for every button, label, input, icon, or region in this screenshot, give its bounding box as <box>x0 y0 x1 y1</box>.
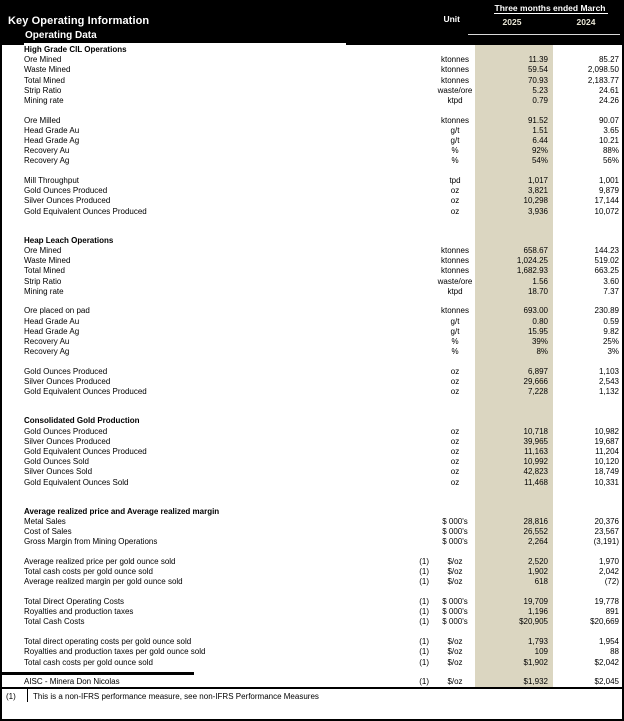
cell-value-2025: 11.39 <box>528 55 548 65</box>
cell-value-2025: 5.23 <box>532 85 548 95</box>
cell-value-2025: $1,902 <box>523 657 548 667</box>
cell-value-2024: 519.02 <box>594 256 619 266</box>
table-row <box>2 186 622 196</box>
cell-value-2025: 28,816 <box>523 516 548 526</box>
page-title: Key Operating Information <box>8 15 150 27</box>
cell-value-2024: 85.27 <box>598 55 619 65</box>
cell-value-2024: 891 <box>605 607 619 617</box>
cell-unit: % <box>451 146 459 156</box>
cell-label: High Grade CIL Operations <box>24 45 127 54</box>
cell-value-2024: 144.23 <box>594 246 619 255</box>
table-row <box>2 457 622 467</box>
table-row <box>2 447 622 457</box>
cell-unit: ktonnes <box>440 266 470 276</box>
table-row <box>2 658 622 668</box>
cell-value-2025: $20,905 <box>519 617 548 627</box>
cell-value-2025: 10,718 <box>523 426 548 436</box>
cell-label: Recovery Ag <box>24 347 70 357</box>
cell-value-2024: 1,954 <box>598 637 619 647</box>
cell-unit: $ 000's <box>442 516 468 526</box>
cell-unit: g/t <box>450 136 460 145</box>
operating-data-table <box>2 45 622 687</box>
cell-label: Head Grade Ag <box>24 136 80 145</box>
table-row <box>2 557 622 567</box>
footnote-marker: (1) <box>6 692 16 702</box>
cell-value-2024: 90.07 <box>598 115 619 125</box>
cell-label: Gold Ounces Produced <box>24 426 108 436</box>
cell-label: Head Grade Ag <box>24 326 80 336</box>
cell-label: Gold Ounces Sold <box>24 457 89 467</box>
cell-value-2024: 88% <box>602 146 619 156</box>
cell-label: Average realized price per gold ounce sold <box>24 557 176 566</box>
table-row <box>2 86 622 96</box>
cell-value-2025: $1,932 <box>523 677 548 687</box>
cell-label: Waste Mined <box>24 65 71 75</box>
cell-unit: $ 000's <box>442 607 468 617</box>
years-underline <box>468 34 620 35</box>
cell-value-2025: 19,709 <box>523 597 548 607</box>
table-row <box>2 176 622 186</box>
section-header-row <box>2 45 622 55</box>
cell-value-2024: 3% <box>607 347 619 357</box>
cell-value-2025: 1,017 <box>527 176 548 186</box>
section-header-row <box>2 416 622 426</box>
cell-label: Gold Equivalent Ounces Sold <box>24 477 129 487</box>
cell-value-2025: 10,992 <box>523 457 548 467</box>
table-row <box>2 266 622 276</box>
cell-value-2024: $2,042 <box>594 657 619 667</box>
cell-unit: ktonnes <box>440 75 470 85</box>
cell-label: Silver Ounces Produced <box>24 377 111 387</box>
cell-value-2024: 56% <box>602 156 619 166</box>
cell-label: Average realized price and Average realized margin <box>24 506 220 516</box>
table-row <box>2 256 622 266</box>
cell-value-2025: 7,228 <box>527 387 548 397</box>
spacer-row <box>2 548 622 558</box>
cell-value-2025: 92% <box>531 146 548 156</box>
cell-value-2025: 8% <box>536 347 548 357</box>
cell-label: Total cash costs per gold ounce sold <box>24 567 153 577</box>
table-row <box>2 437 622 447</box>
cell-value-2024: 2,543 <box>598 377 619 387</box>
cell-label: AISC - Minera Don Nicolas <box>24 677 120 687</box>
cell-label: Ore Mined <box>24 246 62 255</box>
cell-unit: % <box>451 337 459 346</box>
cell-unit: $ 000's <box>442 617 468 627</box>
table-row <box>2 146 622 156</box>
table-rows-container <box>2 45 622 687</box>
cell-value-2024: 663.25 <box>594 266 619 276</box>
cell-label: Ore placed on pad <box>24 306 90 316</box>
cell-label: Waste Mined <box>24 256 71 266</box>
table-header <box>2 2 622 45</box>
cell-value-2024: 0.59 <box>603 316 619 326</box>
cell-label: Recovery Au <box>24 146 70 156</box>
table-row <box>2 55 622 65</box>
cell-label: Heap Leach Operations <box>24 235 114 245</box>
spacer-row <box>2 357 622 367</box>
table-row <box>2 647 622 657</box>
cell-unit: ktpd <box>447 286 463 296</box>
period-underline <box>494 13 608 14</box>
table-row <box>2 637 622 647</box>
year-2024-column-header: 2024 <box>576 17 596 27</box>
cell-value-2024: 10,072 <box>594 206 619 216</box>
table-row <box>2 306 622 316</box>
cell-label: Royalties and production taxes <box>24 607 134 617</box>
cell-value-2024: 3.65 <box>603 125 619 135</box>
cell-unit: ktonnes <box>440 256 470 266</box>
cell-label: Silver Ounces Sold <box>24 467 93 477</box>
cell-label: Royalties and production taxes per gold ounce sold <box>24 647 206 657</box>
cell-unit: ktonnes <box>440 55 470 65</box>
cell-unit: $ 000's <box>442 597 468 607</box>
cell-unit: oz <box>450 436 460 446</box>
table-row <box>2 156 622 166</box>
cell-value-2024: 2,183.77 <box>587 75 619 85</box>
cell-value-2024: 20,376 <box>594 516 619 526</box>
cell-label: Recovery Au <box>24 337 70 346</box>
cell-label: Silver Ounces Produced <box>24 196 111 206</box>
cell-value-2024: 9,879 <box>598 186 619 196</box>
cell-footnote-ref: (1) <box>419 677 429 687</box>
cell-value-2025: 39,965 <box>523 436 548 446</box>
cell-value-2025: 3,821 <box>527 186 548 196</box>
cell-label: Strip Ratio <box>24 85 62 95</box>
cell-value-2025: 6,897 <box>527 366 548 376</box>
cell-value-2024: 19,687 <box>594 436 619 446</box>
table-row <box>2 327 622 337</box>
cell-label: Total Mined <box>24 266 65 276</box>
cell-unit: oz <box>450 387 460 397</box>
table-row <box>2 65 622 75</box>
cell-value-2025: 10,298 <box>523 196 548 206</box>
cell-unit: ktonnes <box>440 306 470 316</box>
cell-label: Ore Milled <box>24 115 61 125</box>
table-row <box>2 387 622 397</box>
cell-unit: oz <box>450 426 460 436</box>
cell-value-2025: 658.67 <box>523 246 548 255</box>
table-row <box>2 617 622 627</box>
cell-label: Total Direct Operating Costs <box>24 597 125 607</box>
table-row <box>2 126 622 136</box>
table-row <box>2 136 622 146</box>
table-row <box>2 577 622 587</box>
table-row <box>2 607 622 617</box>
spacer-row <box>2 488 622 507</box>
footnote-text: This is a non-IFRS performance measure, see non-IFRS Performance Measures <box>33 692 319 702</box>
cell-value-2025: 693.00 <box>523 306 548 316</box>
cell-value-2024: 88 <box>610 647 619 657</box>
cell-label: Gold Ounces Produced <box>24 366 108 376</box>
cell-label: Gold Equivalent Ounces Produced <box>24 206 147 216</box>
cell-footnote-ref: (1) <box>419 637 429 647</box>
cell-value-2024: 2,042 <box>598 567 619 577</box>
cell-value-2024: 230.89 <box>594 306 619 316</box>
cell-unit: oz <box>450 186 460 196</box>
cell-value-2024: 25% <box>602 337 619 346</box>
cell-label: Mining rate <box>24 286 64 296</box>
cell-footnote-ref: (1) <box>419 597 429 607</box>
cell-footnote-ref: (1) <box>419 647 429 657</box>
unit-column-header: Unit <box>443 14 460 24</box>
cell-label: Ore Mined <box>24 55 62 65</box>
cell-value-2025: 618 <box>534 577 548 587</box>
table-row <box>2 517 622 527</box>
cell-value-2025: 1,902 <box>527 567 548 577</box>
cell-label: Total direct operating costs per gold ounce sold <box>24 637 192 647</box>
cell-label: Head Grade Au <box>24 316 80 326</box>
cell-value-2024: 3.60 <box>603 276 619 286</box>
spacer-row <box>2 588 622 598</box>
cell-value-2024: 24.61 <box>598 85 619 95</box>
period-column-header: Three months ended March <box>494 3 606 13</box>
table-row <box>2 337 622 347</box>
table-row <box>2 347 622 357</box>
cell-value-2025: 1,682.93 <box>516 266 548 276</box>
table-row <box>2 677 622 687</box>
cell-label: Gross Margin from Mining Operations <box>24 537 158 547</box>
cell-footnote-ref: (1) <box>419 577 429 587</box>
cell-value-2025: 1.56 <box>532 276 548 286</box>
spacer-row <box>2 106 622 116</box>
cell-value-2025: 109 <box>534 647 548 657</box>
cell-value-2025: 3,936 <box>527 206 548 216</box>
cell-value-2025: 15.95 <box>527 326 548 336</box>
table-row <box>2 207 622 217</box>
cell-unit: % <box>451 156 459 166</box>
cell-unit: % <box>451 347 459 357</box>
cell-unit: ktonnes <box>440 65 470 75</box>
cell-value-2025: 54% <box>531 156 548 166</box>
cell-unit: waste/ore <box>437 85 473 95</box>
cell-value-2025: 6.44 <box>532 136 548 145</box>
cell-unit: $ 000's <box>442 537 468 547</box>
cell-unit: g/t <box>450 125 460 135</box>
cell-label: Recovery Ag <box>24 156 70 166</box>
spacer-row <box>2 397 622 416</box>
cell-footnote-ref: (1) <box>419 607 429 617</box>
cell-footnote-ref: (1) <box>419 657 429 667</box>
cell-unit: $/oz <box>447 557 463 566</box>
cell-value-2024: (72) <box>604 577 619 587</box>
cell-value-2025: 18.70 <box>527 286 548 296</box>
cell-unit: $/oz <box>447 637 463 647</box>
table-row <box>2 537 622 547</box>
spacer-row <box>2 628 622 638</box>
cell-label: Gold Equivalent Ounces Produced <box>24 447 147 456</box>
cell-value-2024: 1,970 <box>598 557 619 566</box>
cell-value-2025: 0.79 <box>532 95 548 105</box>
cell-value-2024: 10.21 <box>598 136 619 145</box>
cell-label: Head Grade Au <box>24 125 80 135</box>
cell-value-2024: 23,567 <box>594 527 619 537</box>
cell-unit: $/oz <box>447 577 463 587</box>
table-row <box>2 377 622 387</box>
cell-footnote-ref: (1) <box>419 617 429 627</box>
section-header-row <box>2 236 622 246</box>
cell-unit: waste/ore <box>437 276 473 286</box>
cell-footnote-ref: (1) <box>419 557 429 566</box>
cell-label: Gold Ounces Produced <box>24 186 108 196</box>
operating-data-heading: Operating Data <box>25 30 97 41</box>
table-row <box>2 116 622 126</box>
cell-value-2024: (3,191) <box>593 537 619 547</box>
cell-unit: oz <box>450 457 460 467</box>
cell-value-2025: 1,196 <box>527 607 548 617</box>
spacer-row <box>2 297 622 307</box>
cell-value-2024: 10,982 <box>594 426 619 436</box>
cell-value-2024: 1,132 <box>598 387 619 397</box>
table-row <box>2 76 622 86</box>
table-row <box>2 196 622 206</box>
cell-value-2024: 9.82 <box>603 326 619 336</box>
cell-unit: ktonnes <box>440 246 470 255</box>
table-row <box>2 427 622 437</box>
table-row <box>2 467 622 477</box>
cell-value-2025: 26,552 <box>523 527 548 537</box>
cell-unit: oz <box>450 477 460 487</box>
section-header-row <box>2 507 622 517</box>
cell-value-2024: 10,120 <box>594 457 619 467</box>
cell-value-2025: 2,264 <box>527 537 548 547</box>
cell-unit: $/oz <box>447 657 463 667</box>
table-row <box>2 527 622 537</box>
cell-label: Cost of Sales <box>24 527 72 537</box>
spacer-row <box>2 217 622 236</box>
cell-value-2024: 1,103 <box>598 366 619 376</box>
table-row <box>2 96 622 106</box>
cell-label: Metal Sales <box>24 516 66 526</box>
table-row <box>2 277 622 287</box>
cell-value-2024: 19,778 <box>594 597 619 607</box>
cell-value-2025: 29,666 <box>523 377 548 387</box>
cell-value-2025: 42,823 <box>523 467 548 477</box>
cell-unit: oz <box>450 377 460 387</box>
cell-unit: oz <box>450 366 460 376</box>
cell-label: Silver Ounces Produced <box>24 436 111 446</box>
cell-value-2024: 24.26 <box>598 95 619 105</box>
cell-value-2024: $20,669 <box>590 617 619 627</box>
cell-value-2025: 59.54 <box>527 65 548 75</box>
table-row <box>2 246 622 256</box>
cell-value-2025: 2,520 <box>527 557 548 566</box>
cell-value-2025: 39% <box>531 337 548 346</box>
footnote-divider <box>27 689 28 702</box>
table-row <box>2 367 622 377</box>
table-row <box>2 597 622 607</box>
cell-value-2025: 70.93 <box>527 75 548 85</box>
cell-label: Total cash costs per gold ounce sold <box>24 657 153 667</box>
cell-value-2024: 11,204 <box>595 447 619 456</box>
cell-unit: oz <box>450 447 460 456</box>
cell-value-2024: 10,331 <box>594 477 619 487</box>
year-2025-column-header: 2025 <box>502 17 522 27</box>
cell-value-2025: 1,024.25 <box>516 256 548 266</box>
cell-value-2024: 2,098.50 <box>587 65 619 75</box>
cell-unit: tpd <box>449 176 461 186</box>
table-row <box>2 317 622 327</box>
cell-unit: $/oz <box>447 567 463 577</box>
cell-value-2025: 1.51 <box>532 125 548 135</box>
cell-unit: $ 000's <box>442 527 468 537</box>
cell-label: Total Cash Costs <box>24 617 85 627</box>
cell-unit: $/oz <box>447 647 463 657</box>
cell-unit: g/t <box>450 316 460 326</box>
table-row <box>2 287 622 297</box>
cell-footnote-ref: (1) <box>419 567 429 577</box>
cell-unit: $/oz <box>447 677 463 687</box>
footnote-row <box>2 687 622 719</box>
cell-unit: ktonnes <box>440 115 470 125</box>
cell-label: Consolidated Gold Production <box>24 416 140 426</box>
cell-value-2025: 91.52 <box>527 115 548 125</box>
cell-label: Mining rate <box>24 95 64 105</box>
cell-unit: oz <box>450 196 460 206</box>
spacer-row <box>2 167 622 177</box>
cell-label: Strip Ratio <box>24 276 62 286</box>
cell-value-2025: 11,163 <box>524 447 548 456</box>
cell-unit: oz <box>450 467 460 477</box>
cell-label: Gold Equivalent Ounces Produced <box>24 387 147 397</box>
cell-label: Total Mined <box>24 75 65 85</box>
cell-value-2024: $2,045 <box>594 677 619 687</box>
cell-value-2024: 7.37 <box>603 286 619 296</box>
cell-value-2025: 0.80 <box>532 316 548 326</box>
cell-unit: ktpd <box>447 95 463 105</box>
cell-value-2024: 17,144 <box>594 196 619 206</box>
table-row <box>2 567 622 577</box>
cell-unit: g/t <box>450 326 460 336</box>
cell-value-2024: 1,001 <box>598 176 619 186</box>
cell-unit: oz <box>450 206 460 216</box>
cell-value-2025: 1,793 <box>527 637 548 647</box>
cell-value-2025: 11,468 <box>524 477 548 487</box>
table-row <box>2 478 622 488</box>
cell-label: Average realized margin per gold ounce sold <box>24 577 183 587</box>
cell-value-2024: 18,749 <box>594 467 619 477</box>
cell-label: Mill Throughput <box>24 176 79 186</box>
